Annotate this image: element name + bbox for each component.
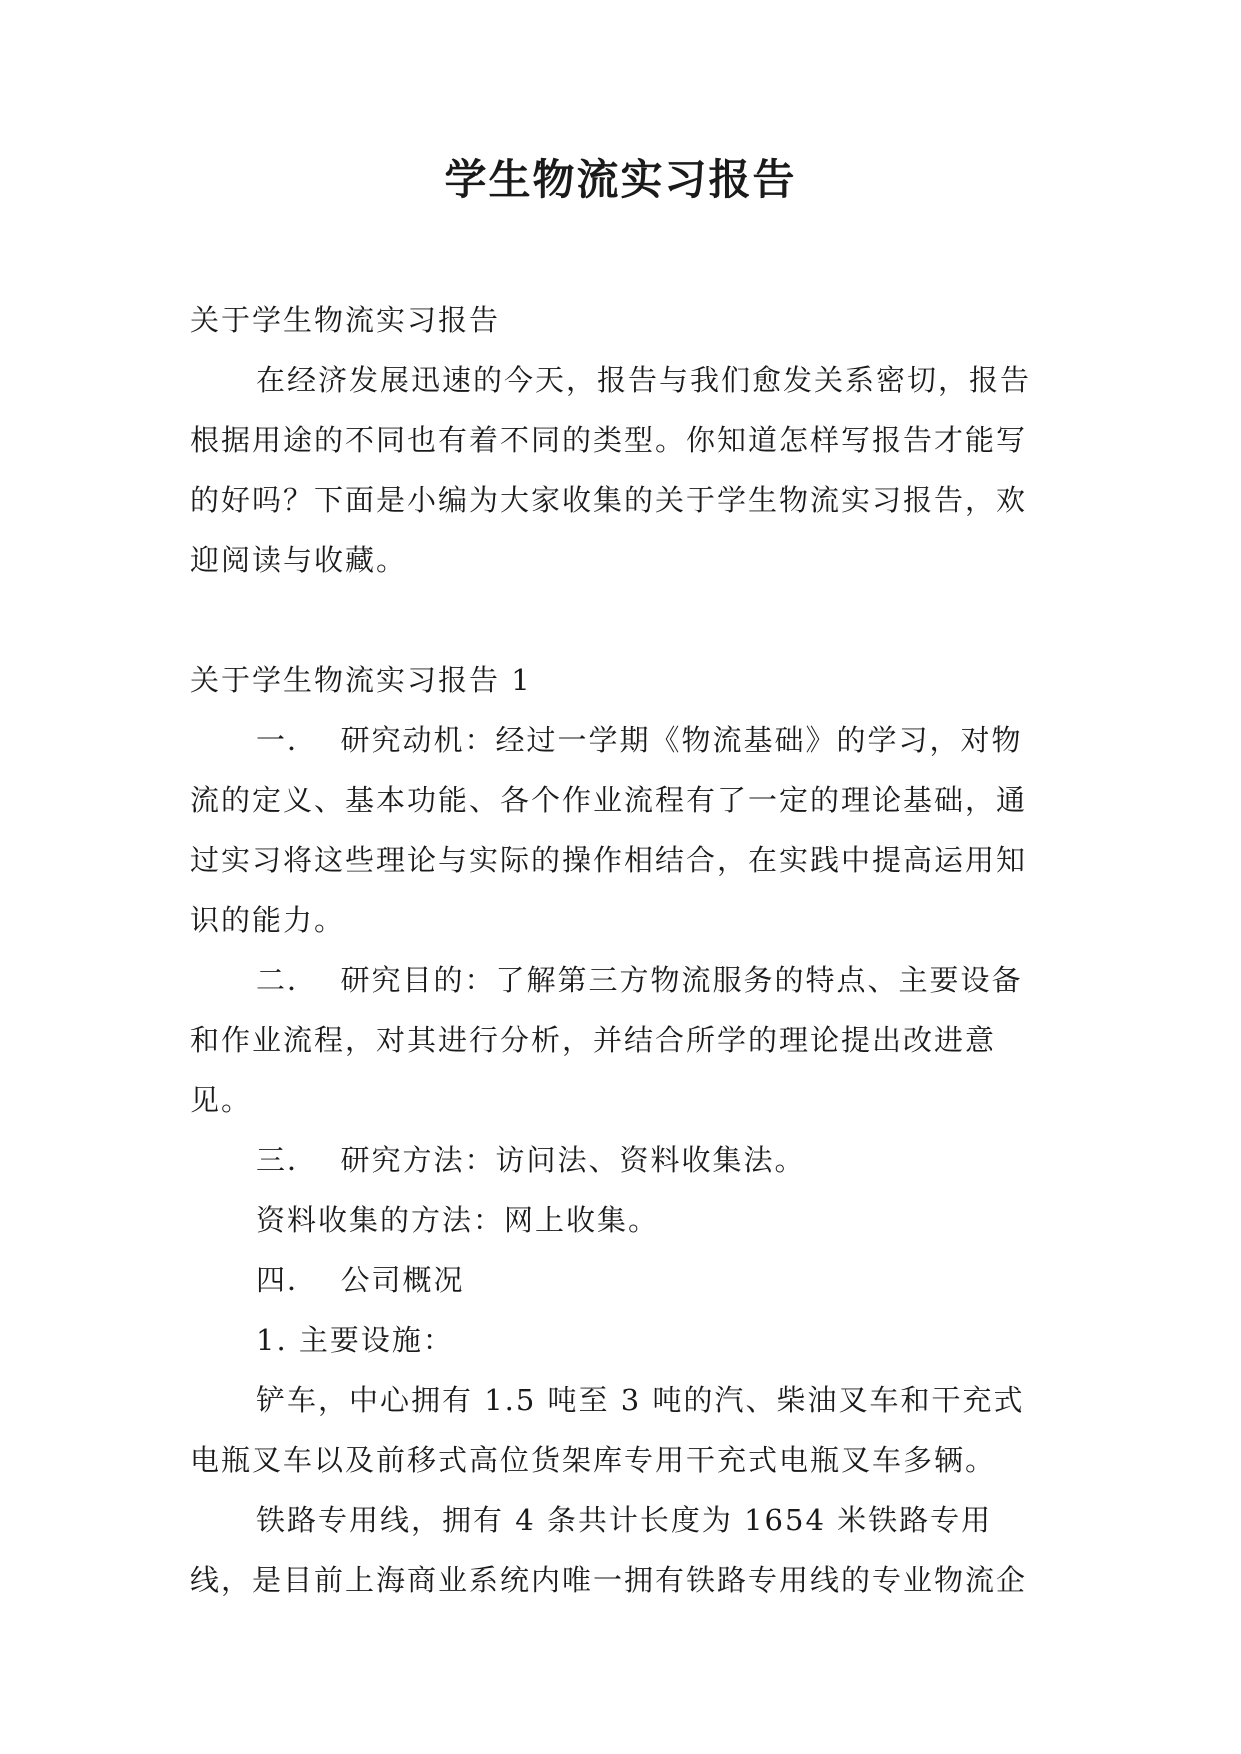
intro-paragraph: 在经济发展迅速的今天，报告与我们愈发关系密切，报告根据用途的不同也有着不同的类型。你知道怎样写报告才能写的好吗？下面是小编为大家收集的关于学生物流实习报告，欢迎阅读与收藏。 [190, 363, 1032, 577]
railway-paragraph: 铁路专用线，拥有 4 条共计长度为 1654 米铁路专用线，是目前上海商业系统内唯一拥有铁路专用线的专业物流企 [190, 1503, 1028, 1597]
list-text: 研究目的：了解第三方物流服务的特点、主要设备和作业流程，对其进行分析，并结合所学的理论提出改进意见。 [190, 963, 1023, 1117]
list-marker: 四． [256, 1263, 319, 1297]
data-method-line: 资料收集的方法：网上收集。 [256, 1203, 660, 1237]
list-item-purpose [190, 950, 1050, 1130]
section-spacer [190, 590, 1050, 650]
document-title: 学生物流实习报告 [444, 155, 797, 204]
list-item-motivation [190, 710, 1050, 950]
list-item-method [190, 1130, 1050, 1190]
list-marker: 二． [256, 963, 319, 997]
subheading-facilities: 1. 主要设施： [256, 1323, 454, 1357]
list-marker: 一． [256, 723, 319, 757]
list-text: 公司概况 [340, 1263, 465, 1297]
list-text: 研究动机：经过一学期《物流基础》的学习，对物流的定义、基本功能、各个作业流程有了一定的理论基础，通过实习将这些理论与实际的操作相结合，在实践中提高运用知识的能力。 [190, 723, 1028, 937]
list-marker: 三． [256, 1143, 319, 1177]
section1-heading: 关于学生物流实习报告 1 [190, 663, 532, 697]
document-body [190, 290, 1050, 1610]
list-item-company [190, 1250, 1050, 1310]
list-text: 研究方法：访问法、资料收集法。 [340, 1143, 806, 1177]
intro-heading: 关于学生物流实习报告 [190, 303, 501, 337]
forklift-paragraph: 铲车，中心拥有 1.5 吨至 3 吨的汽、柴油叉车和干充式电瓶叉车以及前移式高位货架库专用干充式电瓶叉车多辆。 [190, 1383, 1025, 1477]
